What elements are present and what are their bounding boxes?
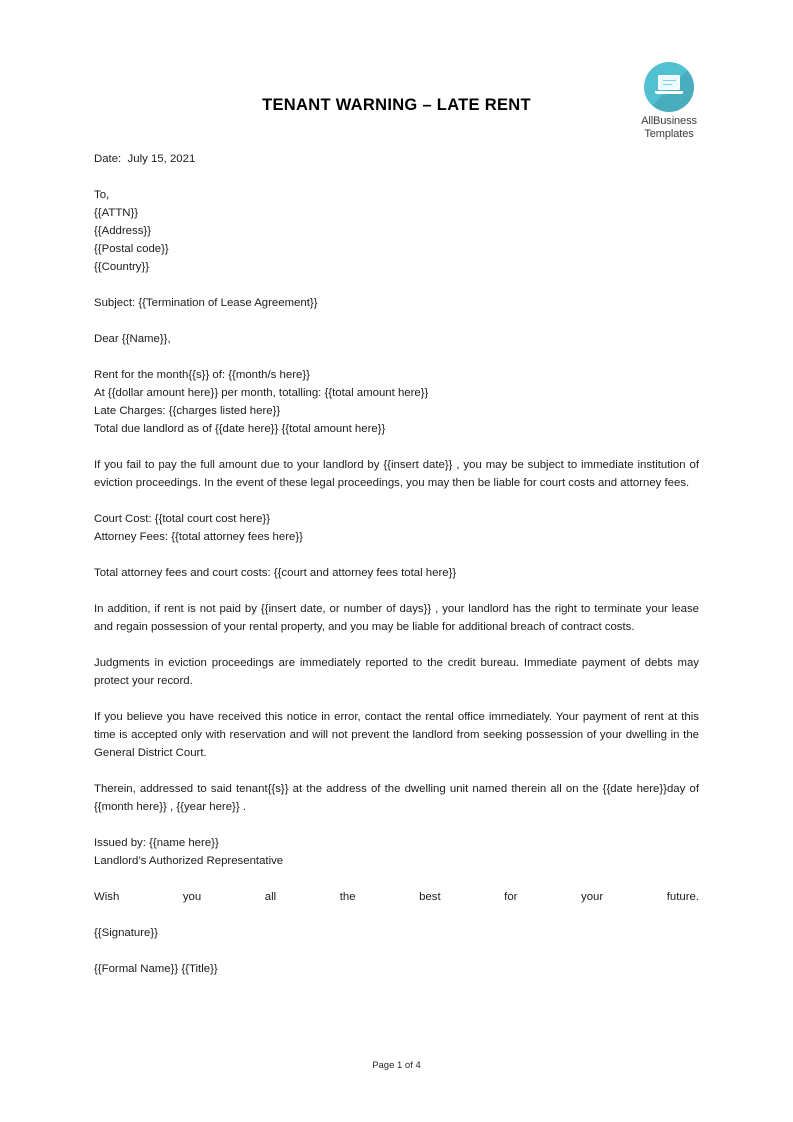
- paragraph-therein: Therein, addressed to said tenant{{s}} at the address of the dwelling unit named therein all on the {{date here}}day of {{month here}} , {{year here}} .: [94, 783, 699, 813]
- recipient-postal-code: {{Postal code}}: [94, 243, 169, 255]
- recipient-to: To,: [94, 189, 110, 201]
- spacer: [94, 438, 699, 456]
- paragraph-failure-to-pay: If you fail to pay the full amount due to your landlord by {{insert date}} , you may be subject to immediate institution of eviction proceedings. In the event of these legal proceedings, you may then be liable for court costs and attorney fees.: [94, 459, 699, 489]
- subject-line: Subject: {{Termination of Lease Agreement}}: [94, 297, 318, 309]
- rent-detail-line: Rent for the month{{s}} of: {{month/s here}}: [94, 369, 310, 381]
- recipient-attn: {{ATTN}}: [94, 207, 139, 219]
- paragraph-notice-error: If you believe you have received this notice in error, contact the rental office immediately. Your payment of rent at this time is accepted only with reservation and will not prevent the landlord from seeking possession of your dwelling in the General District Court.: [94, 711, 699, 759]
- spacer: [94, 816, 699, 834]
- page-title: TENANT WARNING – LATE RENT: [262, 96, 531, 114]
- total-fees-line: Total attorney fees and court costs: {{court and attorney fees total here}}: [94, 567, 457, 579]
- recipient-address: {{Address}}: [94, 225, 152, 237]
- spacer: [94, 546, 699, 564]
- issued-by-line: Issued by: {{name here}}: [94, 837, 219, 849]
- laptop-screen-line-1: [663, 80, 676, 81]
- spacer: [94, 582, 699, 600]
- spacer: [94, 870, 699, 888]
- spacer: [94, 168, 699, 186]
- logo-text-line-2: Templates: [644, 128, 694, 140]
- spacer: [94, 762, 699, 780]
- laptop-screen-line-2: [663, 84, 672, 85]
- spacer: [94, 690, 699, 708]
- spacer: [94, 348, 699, 366]
- signature-placeholder: {{Signature}}: [94, 927, 158, 939]
- paragraph-in-addition: In addition, if rent is not paid by {{insert date, or number of days}} , your landlord has the right to terminate your lease and regain possession of your rental property, and you may be liable for additional breach of contract costs.: [94, 603, 699, 633]
- logo-text: [628, 115, 710, 141]
- document-body: [94, 150, 699, 978]
- laptop-icon: [655, 75, 683, 97]
- spacer: [94, 942, 699, 960]
- laptop-base: [655, 91, 683, 94]
- spacer: [94, 276, 699, 294]
- rent-detail-line: Late Charges: {{charges listed here}}: [94, 405, 281, 417]
- spacer: [94, 636, 699, 654]
- spacer: [94, 312, 699, 330]
- spacer: [94, 906, 699, 924]
- salutation: Dear {{Name}},: [94, 333, 171, 345]
- spacer: [94, 492, 699, 510]
- rent-detail-line: At {{dollar amount here}} per month, totalling: {{total amount here}}: [94, 387, 429, 399]
- date-line: Date: July 15, 2021: [94, 153, 196, 165]
- logo-text-line-1: AllBusiness: [641, 115, 697, 127]
- representative-line: Landlord’s Authorized Representative: [94, 855, 284, 867]
- page-footer: Page 1 of 4: [372, 1060, 421, 1071]
- rent-detail-line: Total due landlord as of {{date here}} {{total amount here}}: [94, 423, 386, 435]
- laptop-screen: [658, 75, 680, 90]
- attorney-fees-line: Attorney Fees: {{total attorney fees here}}: [94, 531, 303, 543]
- court-cost-line: Court Cost: {{total court cost here}}: [94, 513, 271, 525]
- recipient-country: {{Country}}: [94, 261, 150, 273]
- formal-name-title: {{Formal Name}} {{Title}}: [94, 963, 218, 975]
- closing-line: Wish you all the best for your future.: [94, 891, 699, 903]
- paragraph-judgments: Judgments in eviction proceedings are immediately reported to the credit bureau. Immediate payment of debts may protect your record.: [94, 657, 699, 687]
